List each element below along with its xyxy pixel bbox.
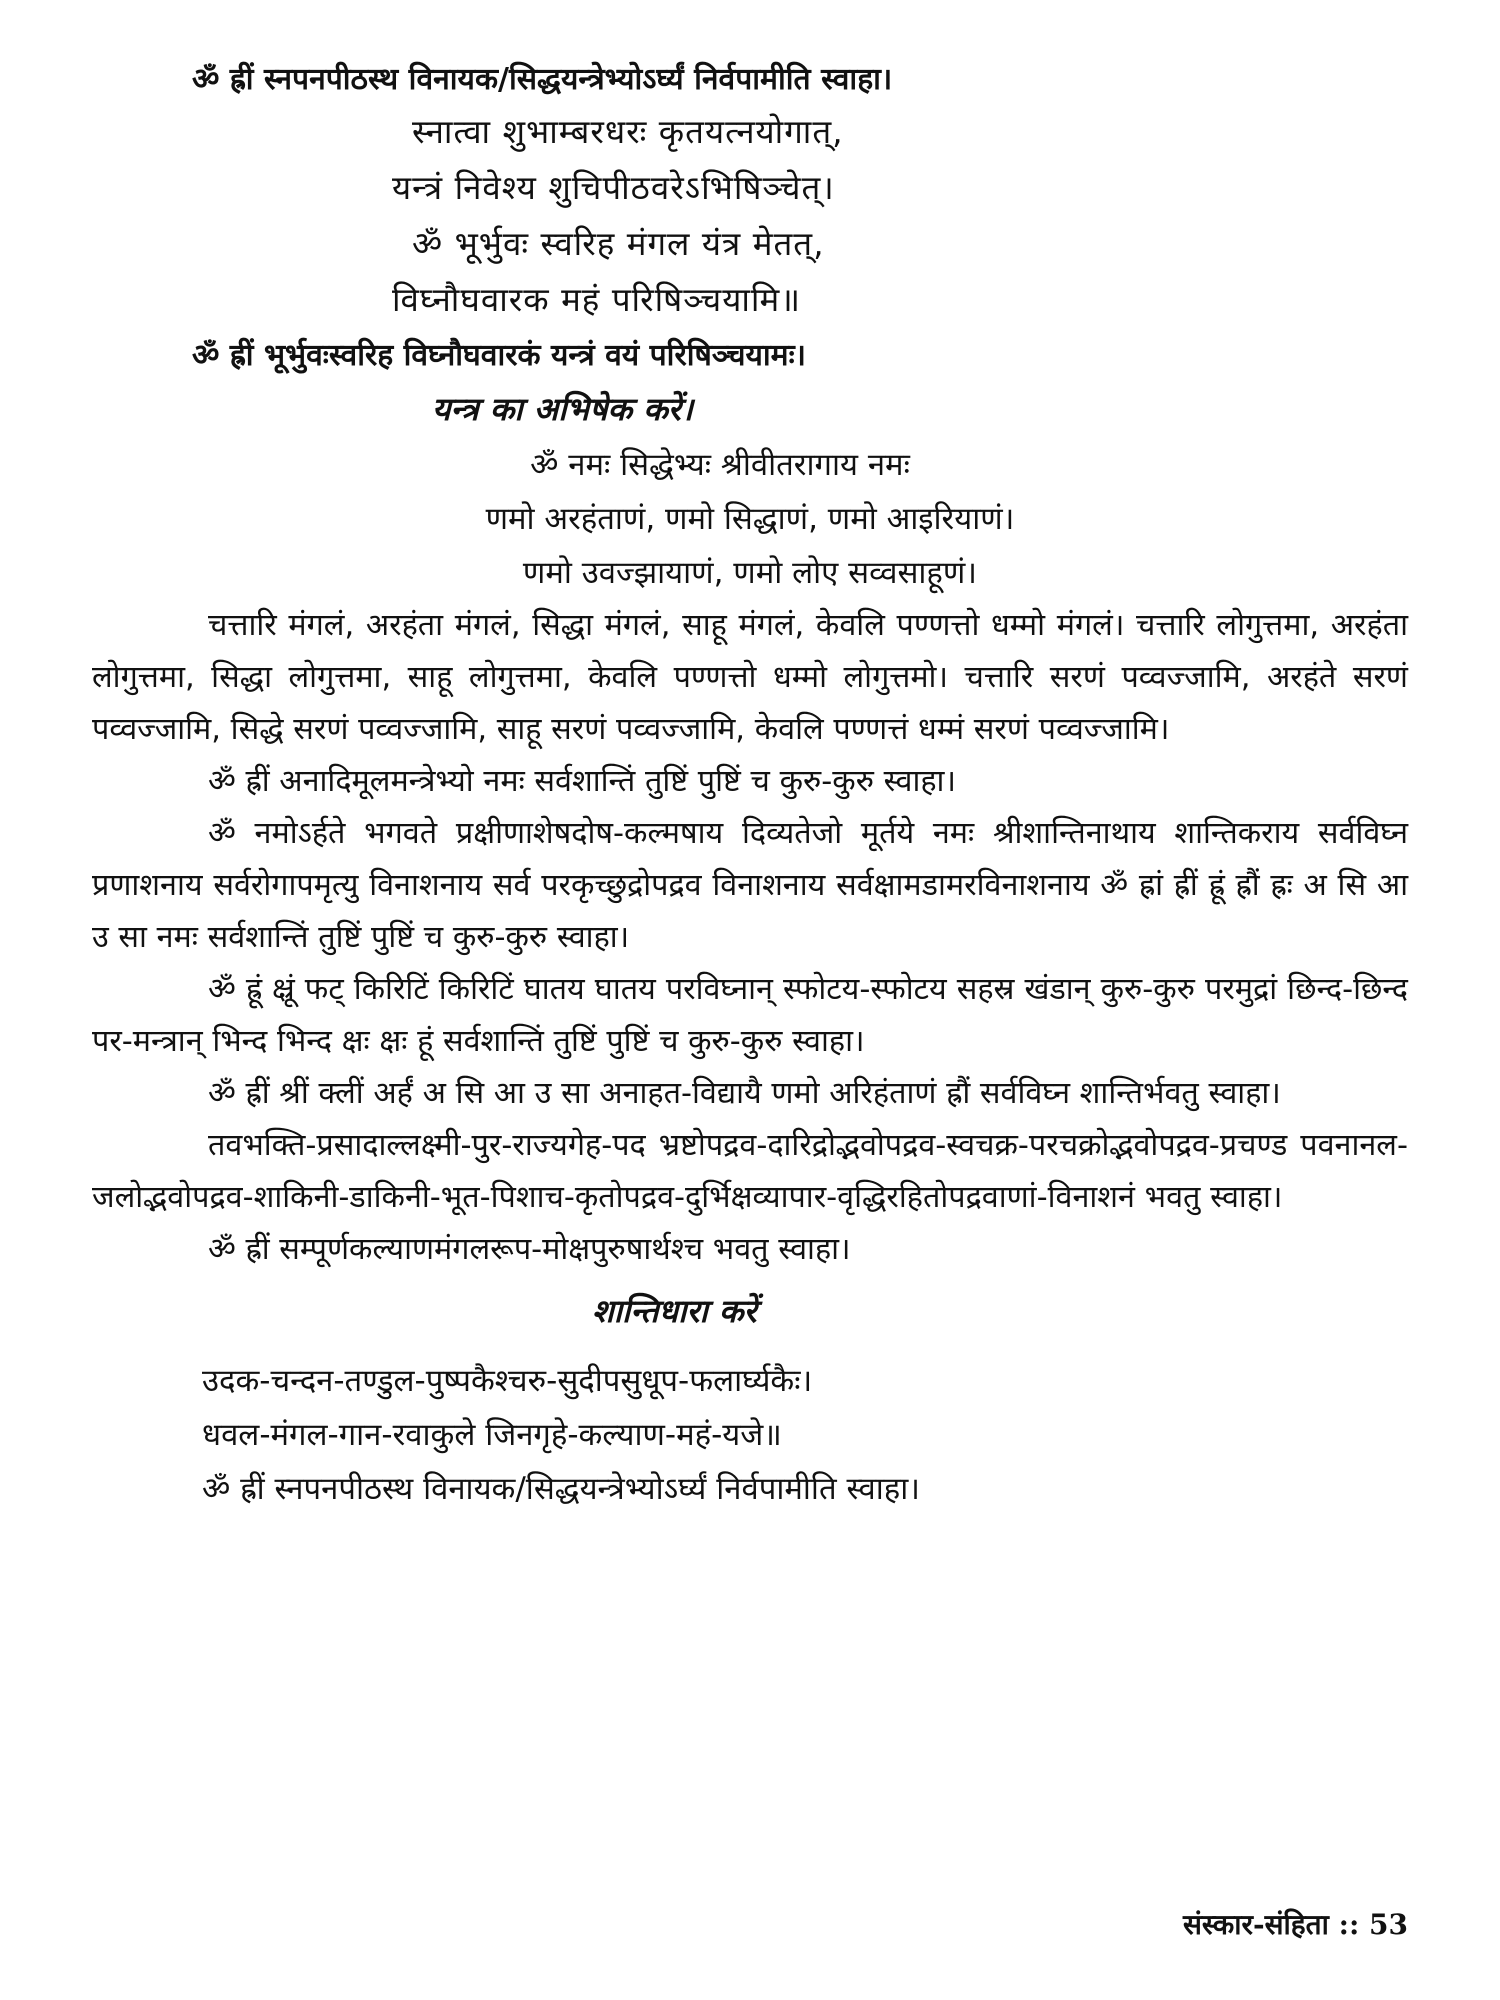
section-heading-shantidhara: शान्तिधारा करें [592, 1292, 757, 1330]
mantra-heading-1: ॐ ह्रीं स्नपनपीठस्थ विनायक/सिद्धयन्त्रेभ्योऽर्घ्यं निर्वपामीति स्वाहा। [192, 62, 893, 97]
chattari-paragraph: चत्तारि मंगलं, अरहंता मंगलं, सिद्धा मंगलं, साहू मंगलं, केवलि पण्णत्तो धम्मो मंगलं। चत्तारि लोगुत्तमा, अरहंता लोगुत्तमा, सिद्धा लोगुत्तमा, साहू लोगुत्तमा, केवलि पण्णत्तो धम्मो लोगुत्तमो। चत्तारि सरणं पव्वज्जामि, अरहंते सरणं पव्वज्जामि, सिद्धे सरणं पव्वज्जामि, साहू सरणं पव्वज्जामि, केवलि पण्णत्तं धम्मं सरणं पव्वज्जामि। [92, 608, 1408, 747]
sampurna-paragraph: ॐ ह्रीं सम्पूर्णकल्याणमंगलरूप-मोक्षपुरुषार्थश्च भवतु स्वाहा। [208, 1232, 851, 1267]
navkar-line-3: णमो उवज्झायाणं, णमो लोए सव्वसाहूणं। [522, 555, 978, 591]
navkar-line-2: णमो अरहंताणं, णमो सिद्धाणं, णमो आइरियाणं। [485, 501, 1015, 537]
anadi-mool-paragraph: ॐ ह्रीं अनादिमूलमन्त्रेभ्यो नमः सर्वशान्तिं तुष्टिं पुष्टिं च कुरु-कुरु स्वाहा। [208, 764, 957, 799]
arghya-verse-1: उदक-चन्दन-तण्डुल-पुष्पकैश्चरु-सुदीपसुधूप-फलार्घ्यकैः। [202, 1363, 813, 1399]
mantra-heading-2: ॐ ह्रीं भूर्भुवःस्वरिह विघ्नौघवारकं यन्त्रं वयं परिषिञ्चयामः। [192, 338, 807, 373]
shantinath-paragraph: ॐ नमोऽर्हते भगवते प्रक्षीणाशेषदोष-कल्मषाय दिव्यतेजो मूर्तये नमः श्रीशान्तिनाथाय शान्तिकराय सर्वविघ्न प्रणाशनाय सर्वरोगापमृत्यु विनाशनाय सर्व परकृच्छुद्रोपद्रव विनाशनाय सर्वक्षामडामरविनाशनाय ॐ ह्रां ह्रीं ह्रूं ह्रौं ह्रः अ सि आ उ सा नमः सर्वशान्तिं तुष्टिं पुष्टिं च कुरु-कुरु स्वाहा। [92, 816, 1408, 955]
verse-line-4: विघ्नौघवारक महं परिषिञ्चयामि॥ [392, 280, 801, 319]
tavabhakti-paragraph: तवभक्ति-प्रसादाल्लक्ष्मी-पुर-राज्यगेह-पद भ्रष्टोपद्रव-दारिद्रोद्भवोपद्रव-स्वचक्र-परचक्रोद्भवोपद्रव-प्रचण्ड पवनानल-जलोद्भवोपद्रव-शाकिनी-डाकिनी-भूत-पिशाच-कृतोपद्रव-दुर्भिक्षव्यापार-वृद्धिरहितोपद्रवाणां-विनाशनं भवतु स्वाहा। [92, 1128, 1408, 1215]
document-page [92, 56, 1408, 1516]
arghya-mantra: ॐ ह्रीं स्नपनपीठस्थ विनायक/सिद्धयन्त्रेभ्योऽर्घ्यं निर्वपामीति स्वाहा। [202, 1471, 921, 1507]
kiriti-paragraph: ॐ ह्रूं क्ष्रूं फट् किरिटिं किरिटिं घातय घातय परविघ्नान् स्फोटय-स्फोटय सहस्र खंडान् कुरु-कुरु परमुद्रां छिन्द-छिन्द पर-मन्त्रान् भिन्द भिन्द क्षः क्षः हूं सर्वशान्तिं तुष्टिं पुष्टिं च कुरु-कुरु स्वाहा। [92, 972, 1408, 1059]
verse-line-3: ॐ भूर्भुवः स्वरिह मंगल यंत्र मेतत्, [412, 224, 825, 263]
page-footer: संस्कार-संहिता :: 53 [1182, 1908, 1408, 1941]
anahat-paragraph: ॐ ह्रीं श्रीं क्लीं अर्हं अ सि आ उ सा अनाहत-विद्यायै णमो अरिहंताणं ह्रौं सर्वविघ्न शान्तिर्भवतु स्वाहा। [208, 1076, 1281, 1111]
verse-line-1: स्नात्वा शुभाम्बरधरः कृतयत्नयोगात्, [412, 112, 844, 151]
arghya-verse-2: धवल-मंगल-गान-रवाकुले जिनगृहे-कल्याण-महं-यजे॥ [202, 1417, 782, 1453]
verse-line-2: यन्त्रं निवेश्य शुचिपीठवरेऽभिषिञ्चेत्। [392, 168, 835, 207]
section-heading-abhishek: यन्त्र का अभिषेक करें। [432, 390, 694, 428]
navkar-line-1: ॐ नमः सिद्धेभ्यः श्रीवीतरागाय नमः [530, 447, 910, 483]
